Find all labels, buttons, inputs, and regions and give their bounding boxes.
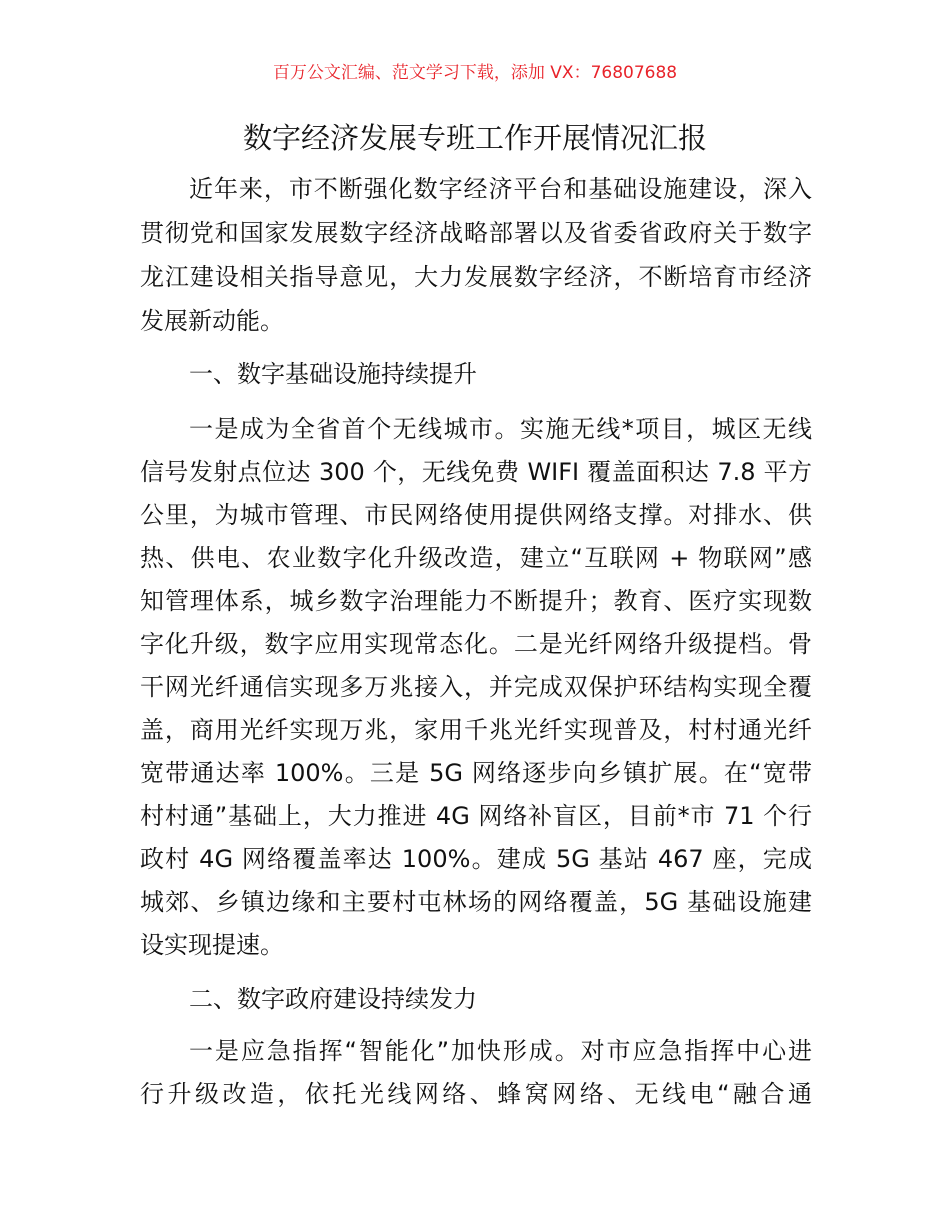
text-line: 贯彻党和国家发展数字经济战略部署以及省委省政府关于数字 [140, 219, 812, 247]
document-title: 数字经济发展专班工作开展情况汇报 [242, 121, 707, 155]
watermark-header: 百万公文汇编、范文学习下载，添加 VX：76807688 [272, 63, 678, 83]
text-line: 宽带通达率 100%。三是 5G 网络逐步向乡镇扩展。在“宽带 [140, 759, 812, 787]
text-line: 信号发射点位达 300 个，无线免费 WIFI 覆盖面积达 7.8 平方 [140, 458, 812, 486]
paragraph-section-1 [140, 408, 812, 967]
paragraph-intro [140, 168, 812, 343]
text-line: 一是应急指挥“智能化”加快形成。对市应急指挥中心进 [189, 1037, 812, 1065]
text-line: 城郊、乡镇边缘和主要村屯林场的网络覆盖，5G 基础设施建 [140, 888, 812, 916]
text-line: 行升级改造，依托光线网络、蜂窝网络、无线电“融合通 [140, 1080, 812, 1108]
text-line: 干网光纤通信实现多万兆接入，并完成双保护环结构实现全覆 [140, 673, 812, 701]
text-line: 村村通”基础上，大力推进 4G 网络补盲区，目前*市 71 个行 [140, 802, 812, 830]
text-line: 一是成为全省首个无线城市。实施无线*项目，城区无线 [189, 415, 812, 443]
text-line: 政村 4G 网络覆盖率达 100%。建成 5G 基站 467 座，完成 [140, 845, 812, 873]
text-line: 公里，为城市管理、市民网络使用提供网络支撑。对排水、供 [140, 501, 812, 529]
text-line: 字化升级，数字应用实现常态化。二是光纤网络升级提档。骨 [140, 630, 812, 658]
text-line: 发展新动能。 [140, 307, 284, 335]
section-heading-1 [140, 353, 812, 396]
section-heading-2 [140, 978, 812, 1021]
text-line: 热、供电、农业数字化升级改造，建立“互联网 + 物联网”感 [140, 544, 812, 572]
text-line: 近年来，市不断强化数字经济平台和基础设施建设，深入 [189, 175, 812, 203]
text-line: 设实现提速。 [140, 931, 284, 959]
text-line: 知管理体系，城乡数字治理能力不断提升；教育、医疗实现数 [140, 587, 812, 615]
text-line: 盖，商用光纤实现万兆，家用千兆光纤实现普及，村村通光纤 [140, 716, 812, 744]
heading-text: 二、数字政府建设持续发力 [189, 985, 477, 1013]
paragraph-section-2 [140, 1030, 812, 1116]
text-line: 龙江建设相关指导意见，大力发展数字经济，不断培育市经济 [140, 263, 812, 291]
heading-text: 一、数字基础设施持续提升 [189, 360, 477, 388]
